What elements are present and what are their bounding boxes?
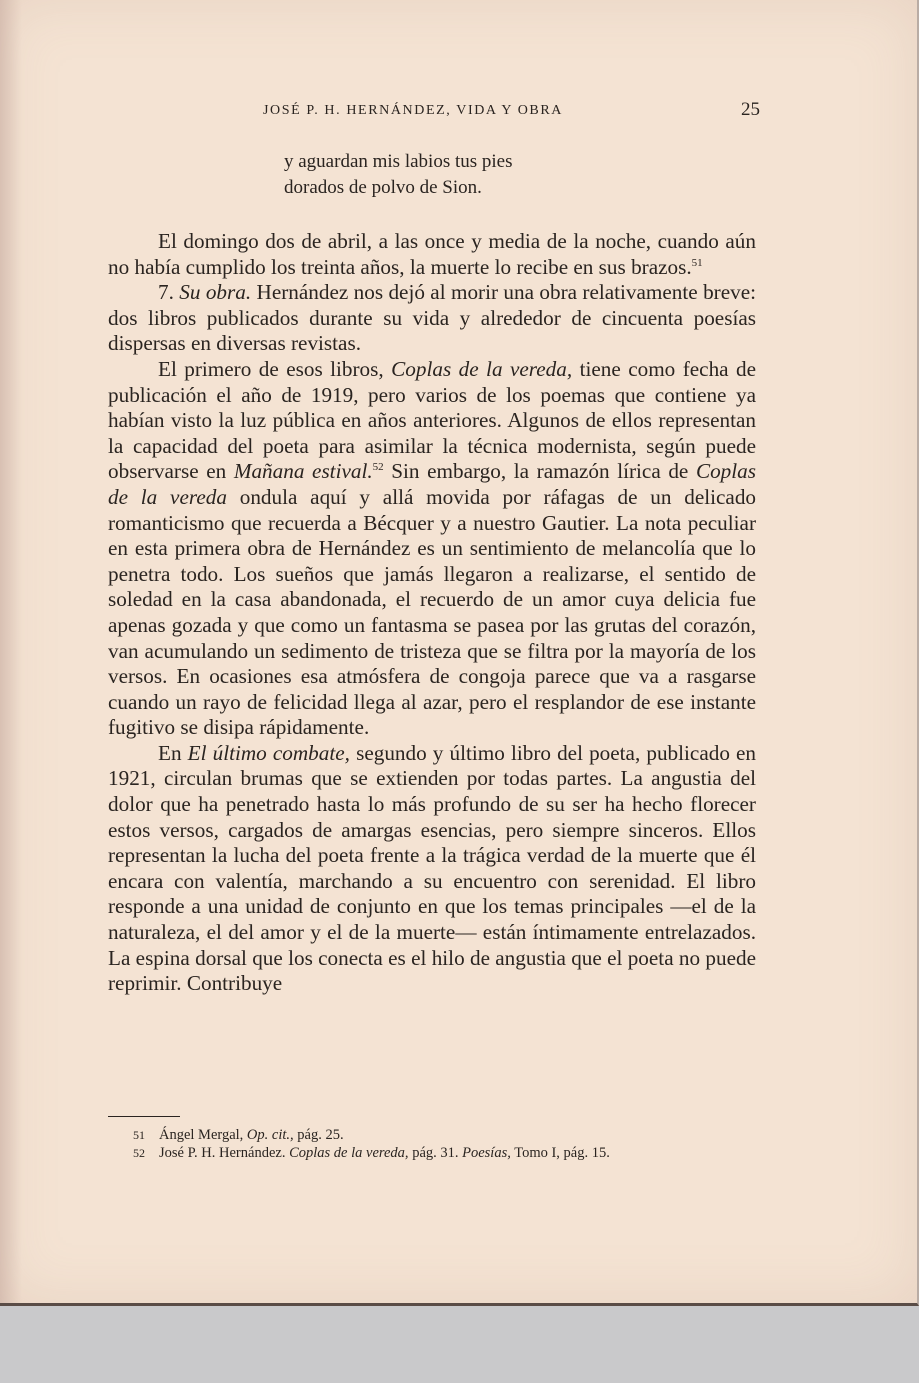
book-title: El último combate, — [187, 740, 350, 765]
paragraph-ultimo-combate: En El último combate, segundo y último libro del poeta, publicado en 1921, circulan brumas que se extienden por todas partes. La angustia del dolor que ha penetrado hasta lo más profundo de su ser ha hecho florecer estos versos, cargados de amargas esencias, pero siempre sinceros. Ellos representan la lucha del poeta frente a la trágica verdad de la muerte que él encara con valentía, marchando a su encuentro con serenidad. El libro responde a una unidad de conjunto en que los temas principales —el de la naturaleza, el del amor y el de la muerte— están íntimamente entrelazados. La espina dorsal que los conecta es el hilo de angustia que el poeta no puede reprimir. Contribuye — [108, 740, 757, 996]
paragraph-coplas: El primero de esos libros, Coplas de la vereda, tiene como fecha de publicación el año de 1919, pero varios de los poemas que contiene ya habían visto la luz pública en años anteriores. Algunos de ellos representan la capacidad del poeta para asimilar la técnica modernista, según puede observarse en Mañana estival.$^{52}$ Sin embargo, la ramazón lírica de Coplas de la vereda ondula aquí y allá movida por ráfagas de un delicado romanticismo que recuerda a Bécquer y a nuestro Gautier. La nota peculiar en esta primera obra de Hernández es un sentimiento de melancolía que lo penetra todo. Los sueños que jamás llegaron a realizarse, el sentido de soledad en la casa abandonada, el recuerdo de un amor cuya delicia fue apenas gozada y que como un fantasma se pasea por las grutas del corazón, van acumulando un sedimento de tristeza que se filtra por la mayoría de los versos. En ocasiones esa atmósfera de congoja parece que va a rasgarse cuando un rayo de felicidad llega al azar, pero el resplandor de ese instante fugitivo se disipa rápidamente. — [108, 356, 757, 740]
page-number: 25 — [741, 99, 760, 120]
footnote-52: 52 José P. H. Hernández. Coplas de la vereda, pág. 31. Poesías, Tomo I, pág. 15. — [133, 1145, 610, 1161]
verse-line: dorados de polvo de Sion. — [284, 177, 482, 198]
footnote-51: 51 Ángel Mergal, Op. cit., pág. 25. — [133, 1127, 344, 1143]
verse-quote — [284, 149, 513, 201]
footnote-number: 52 — [133, 1146, 145, 1160]
footnote-number: 51 — [133, 1128, 145, 1142]
verse-line: y aguardan mis labios tus pies — [284, 151, 513, 172]
page-header — [108, 99, 760, 123]
footnote-divider — [108, 1116, 180, 1117]
section-number: 7. — [158, 280, 174, 305]
paragraph-su-obra: 7. Su obra. Hernández nos dejó al morir una obra relativamente breve: dos libros publicados durante su vida y alrededor de cincuenta poesías dispersas en diversas revistas. — [108, 280, 757, 356]
body-text — [108, 229, 756, 997]
book-title: Coplas de la vereda — [108, 459, 756, 509]
book-title: Coplas de la vereda, — [391, 356, 573, 381]
section-heading: Su obra. — [179, 280, 252, 305]
footnotes — [133, 1126, 773, 1162]
running-title: JOSÉ P. H. HERNÁNDEZ, VIDA Y OBRA — [263, 103, 564, 118]
paragraph-death: El domingo dos de abril, a las once y media de la noche, cuando aún no había cumplido los treinta años, la muerte lo recibe en sus brazos.$^{51}$ — [108, 229, 756, 279]
footnote-ref-51: 51 — [691, 256, 703, 269]
footnote-ref-52: 52 — [372, 461, 384, 474]
poem-title: Mañana estival. — [233, 459, 373, 484]
